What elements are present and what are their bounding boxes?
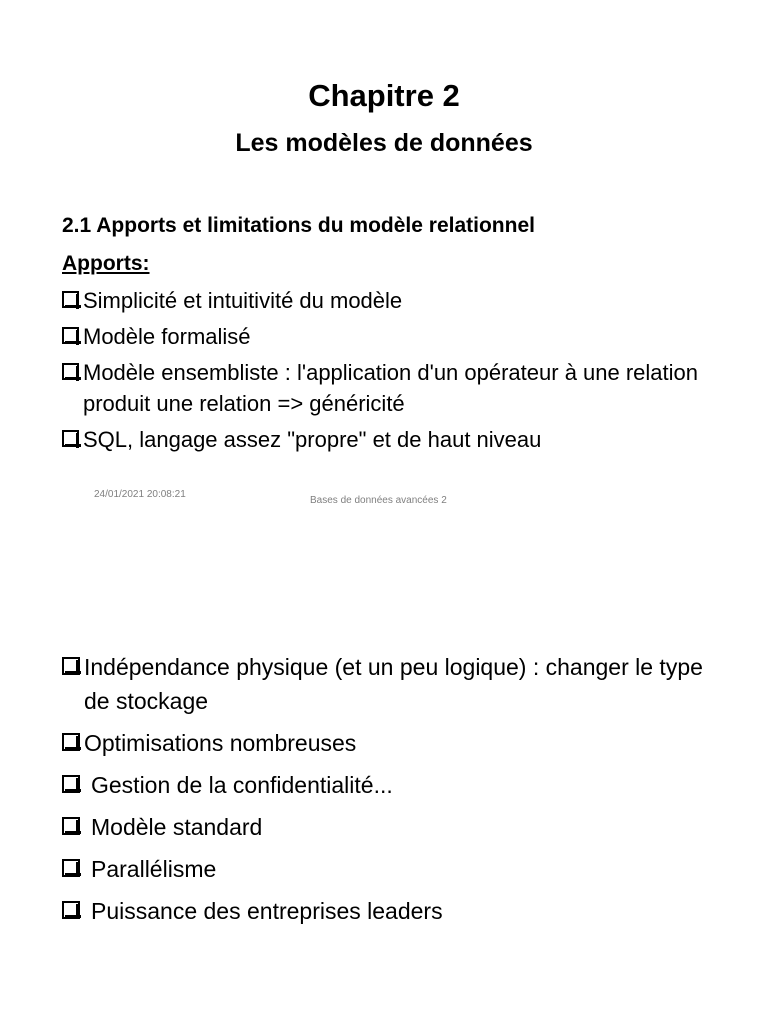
checkbox-bullet-icon: [62, 327, 79, 344]
checkbox-bullet-icon: [62, 901, 80, 919]
section-heading: 2.1 Apports et limitations du modèle relationnel: [62, 214, 535, 237]
footer-title: Bases de données avancées 2: [310, 495, 447, 506]
list-item-text: SQL, langage assez "propre" et de haut niveau: [83, 427, 542, 452]
list-item: [62, 852, 722, 886]
checkbox-bullet-icon: [62, 775, 80, 793]
checkbox-bullet-icon: [62, 859, 80, 877]
chapter-subtitle: Les modèles de données: [235, 129, 533, 157]
checkbox-bullet-icon: [62, 363, 79, 380]
apports-list: [62, 285, 702, 460]
list-item: [62, 357, 702, 419]
list-item: [62, 321, 702, 352]
list-item-text: Modèle ensembliste : l'application d'un opérateur à une relation produit une relation => généricité: [83, 360, 699, 416]
list-item: [62, 285, 702, 316]
list-item: [62, 650, 722, 718]
list-item-text: Puissance des entreprises leaders: [91, 898, 443, 924]
list-item: [62, 894, 722, 928]
checkbox-bullet-icon: [62, 291, 79, 308]
list-item: [62, 768, 722, 802]
list-item-text: Simplicité et intuitivité du modèle: [83, 288, 403, 313]
checkbox-bullet-icon: [62, 430, 79, 447]
footer-date: 24/01/2021 20:08:21: [94, 489, 186, 500]
apports-list-continued: [62, 650, 722, 936]
list-item-text: Gestion de la confidentialité...: [91, 772, 393, 798]
list-item-text: Parallélisme: [91, 856, 217, 882]
list-item-text: Indépendance physique (et un peu logique) : changer le type de stockage: [84, 654, 703, 714]
checkbox-bullet-icon: [62, 733, 80, 751]
chapter-title: Chapitre 2: [308, 78, 460, 113]
list-item-text: Optimisations nombreuses: [84, 730, 357, 756]
apports-label: Apports:: [62, 252, 150, 275]
list-item-text: Modèle formalisé: [83, 324, 251, 349]
checkbox-bullet-icon: [62, 817, 80, 835]
checkbox-bullet-icon: [62, 657, 80, 675]
list-item: [62, 424, 702, 455]
list-item-text: Modèle standard: [91, 814, 263, 840]
list-item: [62, 726, 722, 760]
list-item: [62, 810, 722, 844]
